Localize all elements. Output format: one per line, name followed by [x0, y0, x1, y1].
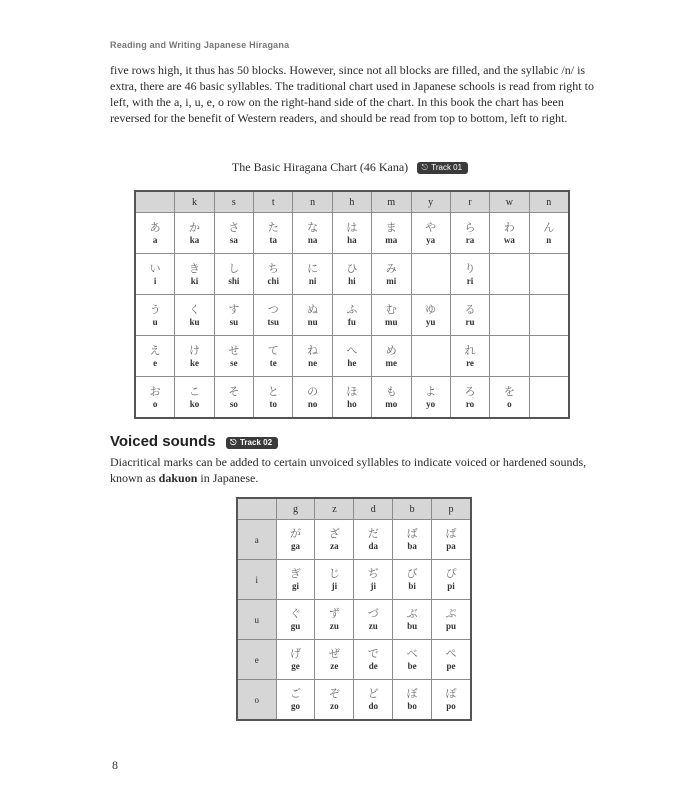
kana-cell [293, 377, 332, 419]
kana-cell [411, 336, 450, 377]
kana-character: つ [267, 302, 279, 316]
kana-character: ざ [328, 527, 340, 540]
romaji-reading: chi [267, 275, 279, 286]
kana-character: ふ [346, 302, 358, 316]
kana-character: に [307, 261, 319, 275]
romaji-reading: ro [465, 398, 475, 409]
kana-character: れ [464, 343, 476, 357]
header-cell: z [315, 498, 354, 520]
kana-character: せ [228, 343, 240, 357]
kana-character: て [267, 343, 279, 357]
romaji-reading: tsu [267, 316, 279, 327]
header-cell: g [276, 498, 315, 520]
voiced-hiragana-chart [236, 497, 472, 721]
romaji-reading: ki [190, 275, 199, 286]
kana-character: ぷ [445, 607, 457, 620]
romaji-reading: ke [190, 357, 200, 368]
kana-cell [175, 254, 214, 295]
kana-character: さ [228, 220, 240, 234]
kana-cell [214, 213, 253, 254]
track-01-badge[interactable] [417, 162, 468, 174]
kana-cell [450, 213, 489, 254]
header-cell: w [490, 191, 529, 213]
kana-cell [450, 254, 489, 295]
kana-cell [354, 640, 393, 680]
kana-cell [135, 254, 175, 295]
romaji-reading: be [407, 661, 417, 671]
kana-character: め [385, 343, 397, 357]
kana-character: お [149, 384, 161, 398]
kana-cell [411, 213, 450, 254]
kana-character: こ [189, 384, 201, 398]
table-row [237, 520, 471, 560]
kana-character: は [346, 220, 358, 234]
kana-character: ぶ [406, 607, 418, 620]
romaji-reading: ru [465, 316, 475, 327]
kana-cell [490, 336, 529, 377]
romaji-reading: mo [385, 398, 398, 409]
romaji-reading: ma [385, 234, 398, 245]
kana-cell [354, 520, 393, 560]
kana-character: ぺ [445, 647, 457, 660]
romaji-reading: so [229, 398, 238, 409]
kana-character: を [503, 384, 515, 398]
kana-cell [315, 640, 354, 680]
kana-cell [432, 520, 471, 560]
romaji-reading: do [368, 701, 379, 711]
kana-character: じ [328, 567, 340, 580]
row-vowel-label: u [237, 600, 276, 640]
kana-cell [393, 640, 432, 680]
track-02-badge[interactable] [226, 437, 278, 449]
kana-character: ぞ [328, 687, 340, 700]
kana-cell [214, 377, 253, 419]
voiced-sounds-paragraph [110, 454, 596, 486]
kana-character: ほ [346, 384, 358, 398]
kana-cell [393, 680, 432, 721]
kana-cell [276, 560, 315, 600]
voiced-text-before: Diacritical marks can be added to certain unvoiced syllables to indicate voiced or hardened sounds, known as [110, 455, 587, 485]
romaji-reading: se [230, 357, 238, 368]
kana-character: ど [367, 687, 379, 700]
kana-cell [354, 680, 393, 721]
kana-cell [135, 213, 175, 254]
kana-cell [276, 600, 315, 640]
header-cell: b [393, 498, 432, 520]
kana-cell [432, 560, 471, 600]
voiced-chart-body [237, 520, 471, 721]
kana-character: か [189, 220, 201, 234]
kana-character: へ [346, 343, 358, 357]
kana-character: え [149, 343, 161, 357]
kana-cell [254, 295, 293, 336]
track-02-label: Track 02 [239, 438, 273, 447]
headphones-icon: ⎋ [421, 163, 428, 172]
kana-cell [372, 213, 411, 254]
romaji-reading: ya [426, 234, 436, 245]
kana-cell [432, 640, 471, 680]
dakuon-term: dakuon [158, 471, 198, 485]
kana-character: と [267, 384, 279, 398]
kana-cell [490, 377, 529, 419]
kana-cell [393, 520, 432, 560]
kana-cell [432, 600, 471, 640]
kana-character: ぱ [445, 527, 457, 540]
romaji-reading: zu [329, 621, 339, 631]
kana-character: る [464, 302, 476, 316]
header-cell: h [332, 191, 371, 213]
kana-character: ず [328, 607, 340, 620]
kana-character: ぜ [328, 647, 340, 660]
kana-character: ぢ [367, 567, 379, 580]
romaji-reading: ha [347, 234, 357, 245]
kana-character: ひ [346, 261, 358, 275]
kana-character: ち [267, 261, 279, 275]
basic-chart-body [135, 213, 569, 419]
romaji-reading: u [152, 316, 158, 327]
romaji-reading: ri [466, 275, 474, 286]
kana-character: の [307, 384, 319, 398]
kana-character: ご [290, 687, 302, 700]
romaji-reading: zo [330, 701, 339, 711]
romaji-reading: ji [331, 581, 338, 591]
kana-cell [315, 680, 354, 721]
headphones-icon: ⎋ [230, 438, 237, 447]
row-vowel-label: a [237, 520, 276, 560]
kana-cell [393, 600, 432, 640]
table-row [135, 377, 569, 419]
kana-cell [315, 560, 354, 600]
romaji-reading: me [385, 357, 398, 368]
kana-cell [529, 377, 569, 419]
kana-cell [293, 213, 332, 254]
romaji-reading: e [153, 357, 158, 368]
romaji-reading: te [269, 357, 277, 368]
kana-cell [293, 254, 332, 295]
romaji-reading: po [446, 701, 456, 711]
kana-cell [490, 254, 529, 295]
romaji-reading: ra [465, 234, 475, 245]
romaji-reading: gu [290, 621, 301, 631]
kana-cell [175, 295, 214, 336]
romaji-reading: su [229, 316, 239, 327]
kana-character: ら [464, 220, 476, 234]
kana-cell [135, 295, 175, 336]
romaji-reading: pu [446, 621, 457, 631]
romaji-reading: go [291, 701, 301, 711]
romaji-reading: to [269, 398, 277, 409]
kana-character: だ [367, 527, 379, 540]
kana-cell [411, 295, 450, 336]
kana-cell [135, 336, 175, 377]
kana-cell [529, 254, 569, 295]
kana-cell [254, 377, 293, 419]
kana-character: が [290, 527, 302, 540]
kana-cell [490, 213, 529, 254]
kana-cell [332, 295, 371, 336]
kana-character: し [228, 261, 240, 275]
kana-character: た [267, 220, 279, 234]
kana-character: ぬ [307, 302, 319, 316]
kana-character: ろ [464, 384, 476, 398]
kana-cell [175, 377, 214, 419]
voiced-chart-header-row [237, 498, 471, 520]
romaji-reading: ga [291, 541, 301, 551]
kana-cell [332, 213, 371, 254]
kana-character: び [406, 567, 418, 580]
header-cell: d [354, 498, 393, 520]
romaji-reading: da [368, 541, 379, 551]
kana-character: ま [385, 220, 397, 234]
romaji-reading: gi [292, 581, 300, 591]
kana-character: あ [149, 220, 161, 234]
kana-character: よ [425, 384, 437, 398]
kana-cell [332, 336, 371, 377]
intro-paragraph: five rows high, it thus has 50 blocks. However, since not all blocks are filled, and the syllabic /n/ is extra, there are 46 basic syllables. The traditional chart used in Japanese schools is read from right to left, with the a, i, u, e, o row on the right-hand side of the chart. In this book the chart has been reversed for the benefit of Western readers, and should be read from top to bottom, left to right. [110, 63, 594, 125]
kana-character: ぼ [406, 687, 418, 700]
kana-cell [175, 336, 214, 377]
header-cell: p [432, 498, 471, 520]
kana-cell [529, 336, 569, 377]
header-cell: k [175, 191, 214, 213]
romaji-reading: no [307, 398, 318, 409]
kana-cell [254, 213, 293, 254]
kana-cell [276, 520, 315, 560]
romaji-reading: za [330, 541, 339, 551]
romaji-reading: de [368, 661, 378, 671]
voiced-text-after: in Japanese. [197, 471, 259, 485]
kana-cell [315, 600, 354, 640]
kana-character: づ [367, 607, 379, 620]
kana-character: そ [228, 384, 240, 398]
kana-character: す [228, 302, 240, 316]
romaji-reading: pi [447, 581, 455, 591]
romaji-reading: mu [385, 316, 398, 327]
romaji-reading: zu [368, 621, 378, 631]
basic-hiragana-chart [134, 190, 570, 419]
kana-character: み [385, 261, 397, 275]
track-01-label: Track 01 [431, 163, 463, 172]
row-vowel-label: e [237, 640, 276, 680]
romaji-reading: ji [370, 581, 377, 591]
kana-character: く [189, 302, 201, 316]
kana-cell [372, 336, 411, 377]
kana-cell [393, 560, 432, 600]
kana-cell [254, 254, 293, 295]
romaji-reading: bu [407, 621, 418, 631]
kana-cell [529, 213, 569, 254]
kana-character: ん [543, 220, 555, 234]
header-cell: r [450, 191, 489, 213]
kana-cell [293, 336, 332, 377]
running-head: Reading and Writing Japanese Hiragana [110, 40, 290, 50]
romaji-reading: ba [407, 541, 417, 551]
kana-character: べ [406, 647, 418, 660]
kana-cell [254, 336, 293, 377]
table-row [237, 640, 471, 680]
voiced-sounds-heading [110, 433, 278, 450]
kana-cell [372, 377, 411, 419]
basic-chart-header-row [135, 191, 569, 213]
table-row [135, 336, 569, 377]
kana-character: ぎ [290, 567, 302, 580]
kana-cell [214, 254, 253, 295]
romaji-reading: he [347, 357, 357, 368]
kana-character: り [464, 261, 476, 275]
header-cell: y [411, 191, 450, 213]
romaji-reading: i [153, 275, 157, 286]
kana-cell [432, 680, 471, 721]
kana-cell [450, 336, 489, 377]
kana-character: ぴ [445, 567, 457, 580]
romaji-reading: o [507, 398, 512, 409]
row-vowel-label: o [237, 680, 276, 721]
kana-character: き [189, 261, 201, 275]
kana-cell [354, 560, 393, 600]
romaji-reading: bi [408, 581, 416, 591]
romaji-reading: bo [407, 701, 417, 711]
romaji-reading: yu [425, 316, 436, 327]
basic-chart-caption [0, 160, 700, 175]
kana-cell [372, 295, 411, 336]
romaji-reading: ni [308, 275, 317, 286]
table-row [135, 295, 569, 336]
page-number: 8 [112, 758, 118, 772]
romaji-reading: fu [347, 316, 356, 327]
header-cell: s [214, 191, 253, 213]
table-row [237, 680, 471, 721]
kana-character: ゆ [425, 302, 437, 316]
kana-character: げ [290, 647, 302, 660]
kana-cell [315, 520, 354, 560]
kana-cell [276, 640, 315, 680]
kana-cell [135, 377, 175, 419]
kana-character: や [425, 220, 437, 234]
romaji-reading: ze [330, 661, 339, 671]
kana-character: な [307, 220, 319, 234]
kana-character: け [189, 343, 201, 357]
kana-cell [214, 295, 253, 336]
kana-character: ぐ [290, 607, 302, 620]
header-cell: n [529, 191, 569, 213]
kana-character: い [149, 261, 161, 275]
kana-cell [450, 295, 489, 336]
romaji-reading: ge [291, 661, 300, 671]
header-cell [237, 498, 276, 520]
table-row [237, 600, 471, 640]
kana-cell [529, 295, 569, 336]
kana-character: ね [307, 343, 319, 357]
header-cell: m [372, 191, 411, 213]
kana-cell [175, 213, 214, 254]
header-cell [135, 191, 175, 213]
kana-cell [354, 600, 393, 640]
romaji-reading: yo [426, 398, 436, 409]
kana-cell [411, 254, 450, 295]
kana-cell [372, 254, 411, 295]
kana-character: う [149, 302, 161, 316]
kana-character: ば [406, 527, 418, 540]
kana-character: ぽ [445, 687, 457, 700]
romaji-reading: n [546, 234, 552, 245]
kana-character: む [385, 302, 397, 316]
kana-cell [214, 336, 253, 377]
kana-cell [450, 377, 489, 419]
romaji-reading: ho [347, 398, 357, 409]
romaji-reading: re [466, 357, 474, 368]
romaji-reading: pe [446, 661, 456, 671]
table-row [135, 213, 569, 254]
kana-character: わ [503, 220, 515, 234]
romaji-reading: na [307, 234, 318, 245]
header-cell: t [254, 191, 293, 213]
romaji-reading: ku [189, 316, 200, 327]
romaji-reading: sa [229, 234, 238, 245]
kana-cell [490, 295, 529, 336]
romaji-reading: shi [228, 275, 240, 286]
romaji-reading: ka [189, 234, 200, 245]
table-row [237, 560, 471, 600]
romaji-reading: nu [307, 316, 318, 327]
romaji-reading: mi [386, 275, 397, 286]
voiced-sounds-title: Voiced sounds [110, 433, 216, 450]
romaji-reading: a [152, 234, 158, 245]
kana-cell [276, 680, 315, 721]
romaji-reading: hi [348, 275, 356, 286]
basic-chart-title: The Basic Hiragana Chart (46 Kana) [231, 160, 409, 174]
romaji-reading: ko [189, 398, 200, 409]
romaji-reading: pa [446, 541, 456, 551]
kana-cell [332, 377, 371, 419]
table-row [135, 254, 569, 295]
kana-cell [293, 295, 332, 336]
row-vowel-label: i [237, 560, 276, 600]
kana-character: も [385, 384, 397, 398]
kana-character: で [367, 647, 379, 660]
header-cell: n [293, 191, 332, 213]
romaji-reading: ne [308, 357, 318, 368]
romaji-reading: o [152, 398, 158, 409]
romaji-reading: wa [503, 234, 515, 245]
romaji-reading: ta [269, 234, 277, 245]
kana-cell [332, 254, 371, 295]
kana-cell [411, 377, 450, 419]
